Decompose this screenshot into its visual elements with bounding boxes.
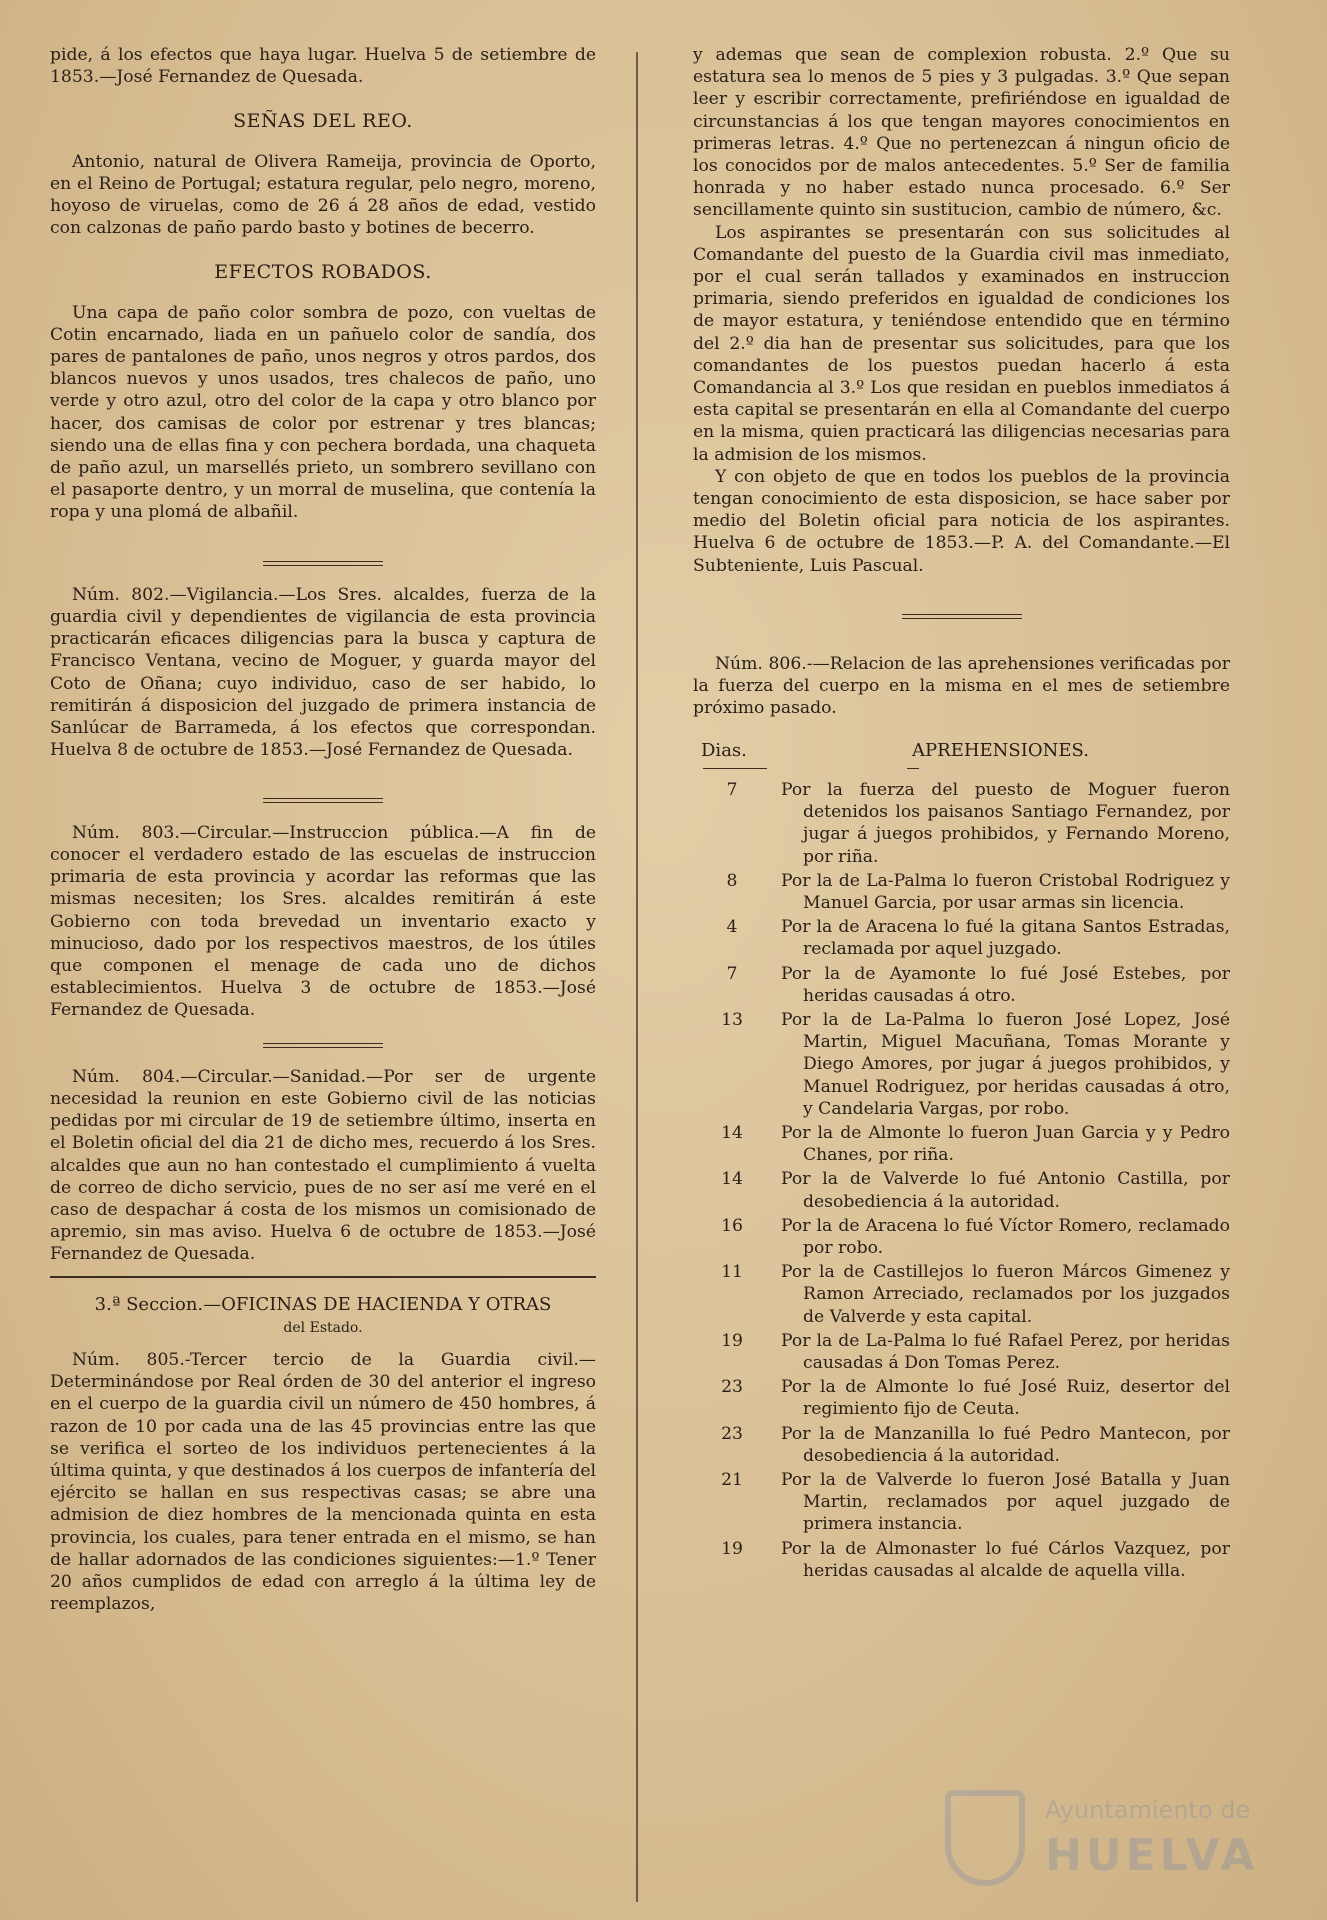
row-day: 7 — [726, 779, 738, 800]
row-day: 23 — [721, 1377, 743, 1398]
separator-rule — [693, 603, 1230, 625]
table-row — [693, 1009, 1230, 1120]
aspirantes-paragraph: Los aspirantes se presentarán con sus solicitudes al Comandante del puesto de la Guardia civil mas inmediato, por el cual serán tallados y examinados en instruccion primaria, siendo preferidos en igualdad de condiciones los de mayor estatura, y teniéndose entendido que en término del 2.º dia han de presentar sus solicitudes, para que los comandantes de los puestos puedan hacerlo á esta Comandancia al 3.º Los que residan en pueblos inmediatos á esta capital se presentarán en ella al Comandante del cuerpo en la misma, quien practicará las diligencias necesarias para la admision de los mismos. — [693, 222, 1230, 465]
right-column — [693, 44, 1230, 1584]
notice-805-continued: y ademas que sean de complexion robusta. 2.º Que su estatura sea lo menos de 5 pies y 3 pulgadas. 3.º Que sepan leer y escribir correctamente, prefiriéndose en igualdad de circunstancias á los que tengan mayores conocimientos en primeras letras. 4.º Que no pertenezcan á ningun oficio de los conocidos por de malos antecedentes. 5.º Ser de familia honrada y no haber estado nunca procesado. 6.º Ser sencillamente quinto sin sustitucion, cambio de número, &c. — [693, 45, 1230, 221]
table-row — [693, 870, 1230, 914]
table-row — [693, 1168, 1230, 1212]
aprehensiones-table-header — [693, 740, 1230, 762]
row-day: 11 — [721, 1262, 743, 1283]
watermark-line2: HUELVA — [1045, 1830, 1259, 1881]
aprehensiones-table — [693, 779, 1230, 1582]
table-row — [693, 779, 1230, 868]
row-day: 14 — [721, 1122, 743, 1143]
table-row — [693, 963, 1230, 1007]
table-row — [693, 916, 1230, 960]
archive-watermark — [935, 1790, 1265, 1890]
separator-rule — [50, 1032, 596, 1054]
row-text: Por la de Valverde lo fueron José Batalla y Juan Martin, reclamados por aquel juzgado de primera instancia. — [781, 1469, 1230, 1535]
separator-rule — [50, 550, 596, 572]
notice-802: Núm. 802.—Vigilancia.—Los Sres. alcaldes, fuerza de la guardia civil y dependientes de vigilancia de esta provincia practicarán eficaces diligencias para la busca y captura de Francisco Ventana, vecino de Moguer, y guarda mayor del Coto de Oñana; cuyo individuo, caso de ser habido, lo remitirán á disposicion del juzgado de primera instancia de Sanlúcar de Barrameda, á los efectos que correspondan. Huelva 8 de octubre de 1853.—José Fernandez de Quesada. — [50, 584, 596, 761]
row-day: 23 — [721, 1423, 743, 1444]
row-day: 19 — [721, 1538, 743, 1559]
notice-804: Núm. 804.—Circular.—Sanidad.—Por ser de urgente necesidad la reunion en este Gobierno civil de las noticias pedidas por mi circular de 19 de setiembre último, inserta en el Boletin oficial del dia 21 de dicho mes, recuerdo á los Sres. alcaldes que aun no han contestado el cumplimiento á vuelta de correo de dicho servicio, pues de no ser así me veré en el caso de despachar á costa de los mismos un comisionado de apremio, sin mas aviso. Huelva 6 de octubre de 1853.—José Fernandez de Quesada. — [50, 1066, 596, 1265]
row-day: 21 — [721, 1469, 743, 1490]
row-text: Por la de Ayamonte lo fué José Estebes, por heridas causadas á otro. — [781, 963, 1230, 1006]
section-title: 3.ª Seccion.—OFICINAS DE HACIENDA Y OTRAS — [94, 1293, 552, 1315]
row-day: 16 — [721, 1215, 743, 1236]
row-text: Por la de Aracena lo fué la gitana Santos Estradas, reclamada por aquel juzgado. — [781, 917, 1230, 960]
table-row — [693, 1469, 1230, 1536]
table-row — [693, 1423, 1230, 1467]
header-rule — [693, 768, 1230, 769]
row-text: Por la de Almonte lo fué José Ruiz, desertor del regimiento fijo de Ceuta. — [781, 1377, 1230, 1420]
separator-rule — [50, 787, 596, 809]
notice-806: Núm. 806.-—Relacion de las aprehensiones verificadas por la fuerza del cuerpo en la misma en el mes de setiembre próximo pasado. — [693, 654, 1230, 719]
row-text: Por la de Manzanilla lo fué Pedro Mantecon, por desobediencia á la autoridad. — [781, 1423, 1230, 1466]
table-row — [693, 1215, 1230, 1259]
row-day: 7 — [726, 963, 738, 984]
watermark-line1: Ayuntamiento de — [1045, 1796, 1251, 1824]
column-divider — [636, 52, 638, 1902]
row-text: Por la de Almonte lo fueron Juan Garcia y y Pedro Chanes, por riña. — [781, 1122, 1230, 1166]
table-row — [693, 1122, 1230, 1166]
row-text: Por la de La-Palma lo fueron Cristobal Rodriguez y Manuel Garcia, por usar armas sin licencia. — [781, 870, 1230, 913]
notice-803: Núm. 803.—Circular.—Instruccion pública.—A fin de conocer el verdadero estado de las escuelas de instruccion primaria de esta provincia y acordar las reformas que las mismas necesiten; los Sres. alcaldes remitirán á este Gobierno con toda brevedad un inventario exacto y minucioso, dado por los respectivos maestros, de los útiles que componen el menage de cada uno de dichos establecimientos. Huelva 3 de octubre de 1853.—José Fernandez de Quesada. — [50, 822, 596, 1021]
table-row — [693, 1330, 1230, 1374]
column-header-dias: Dias. — [701, 739, 747, 761]
continuation-paragraph: pide, á los efectos que haya lugar. Huelva 5 de setiembre de 1853.—José Fernandez de Quesada. — [50, 45, 596, 88]
row-day: 13 — [721, 1009, 743, 1030]
heading-efectos-robados: EFECTOS ROBADOS. — [214, 261, 432, 284]
efectos-paragraph: Una capa de paño color sombra de pozo, con vueltas de Cotin encarnado, liada en un pañuelo color de sandía, dos pares de pantalones de paño, unos negros y otros pardos, dos blancos nuevos y unos usados, tres chalecos de paño, uno verde y otro azul, otro del color de la capa y otro blanco por hacer, dos camisas de color por estrenar y tres blancas; siendo una de ellas fina y con pechera bordada, una chaqueta de paño azul, un marsellés prieto, un sombrero sevillano con el pasaporte dentro, y un morral de muselina, que contenía la ropa y una plomá de albañil. — [50, 302, 596, 523]
row-text: Por la de Castillejos lo fueron Márcos Gimenez y Ramon Arreciado, reclamados por los juzgados de Valverde y esta capital. — [781, 1262, 1230, 1327]
row-text: Por la de Almonaster lo fué Cárlos Vazquez, por heridas causadas al alcalde de aquella villa. — [781, 1538, 1230, 1581]
column-header-aprehensiones: APREHENSIONES. — [912, 739, 1089, 761]
table-row — [693, 1376, 1230, 1420]
objeto-paragraph: Y con objeto de que en todos los pueblos de la provincia tengan conocimiento de esta disposicion, se hace saber por medio del Boletin oficial para noticia de los aspirantes. Huelva 6 de octubre de 1853.—P. A. del Comandante.—El Subteniente, Luis Pascual. — [693, 466, 1230, 576]
row-text: Por la de La-Palma lo fueron José Lopez, José Martin, Miguel Macuñana, Tomas Morante y Diego Amores, por jugar á juegos prohibidos, y Manuel Rodriguez, por heridas causadas á otro, y Candelaria Vargas, por robo. — [781, 1009, 1230, 1119]
shield-icon — [945, 1790, 1025, 1886]
row-day: 14 — [721, 1169, 743, 1190]
row-text: Por la de La-Palma lo fué Rafael Perez, por heridas causadas á Don Tomas Perez. — [781, 1330, 1230, 1373]
senas-paragraph: Antonio, natural de Olivera Rameija, provincia de Oporto, en el Reino de Portugal; estatura regular, pelo negro, moreno, hoyoso de viruelas, como de 26 á 28 años de edad, vestido con calzonas de paño pardo basto y botines de becerro. — [50, 151, 596, 239]
row-text: Por la de Valverde lo fué Antonio Castilla, por desobediencia á la autoridad. — [781, 1169, 1230, 1212]
row-day: 19 — [721, 1330, 743, 1351]
section-heading — [50, 1294, 596, 1339]
table-row — [693, 1261, 1230, 1328]
row-day: 8 — [726, 870, 738, 891]
section-subtitle: del Estado. — [283, 1319, 363, 1336]
row-text: Por la de Aracena lo fué Víctor Romero, reclamado por robo. — [781, 1215, 1230, 1258]
section-rule — [50, 1276, 596, 1278]
notice-805: Núm. 805.-Tercer tercio de la Guardia civil.—Determinándose por Real órden de 30 del anterior el ingreso en el cuerpo de la guardia civil un número de 450 hombres, á razon de 10 por cada una de las 45 provincias entre las que se verifica el sorteo de los individuos pertenecientes á la última quinta, y que destinados á los cuerpos de infantería del ejército se hallan en sus respectivas casas; se abre una admision de diez hombres de la mencionada quinta en esta provincia, los cuales, para tener entrada en el mismo, se han de hallar adornados de las condiciones siguientes:—1.º Tener 20 años cumplidos de edad con arreglo á la última ley de reemplazos, — [50, 1349, 596, 1615]
heading-senas-del-reo: SEÑAS DEL REO. — [233, 110, 413, 133]
table-row — [693, 1538, 1230, 1582]
left-column — [50, 44, 596, 1615]
row-text: Por la fuerza del puesto de Moguer fueron detenidos los paisanos Santiago Fernandez, por jugar á juegos prohibidos, y Fernando Moreno, por riña. — [781, 779, 1230, 867]
row-day: 4 — [726, 917, 738, 938]
